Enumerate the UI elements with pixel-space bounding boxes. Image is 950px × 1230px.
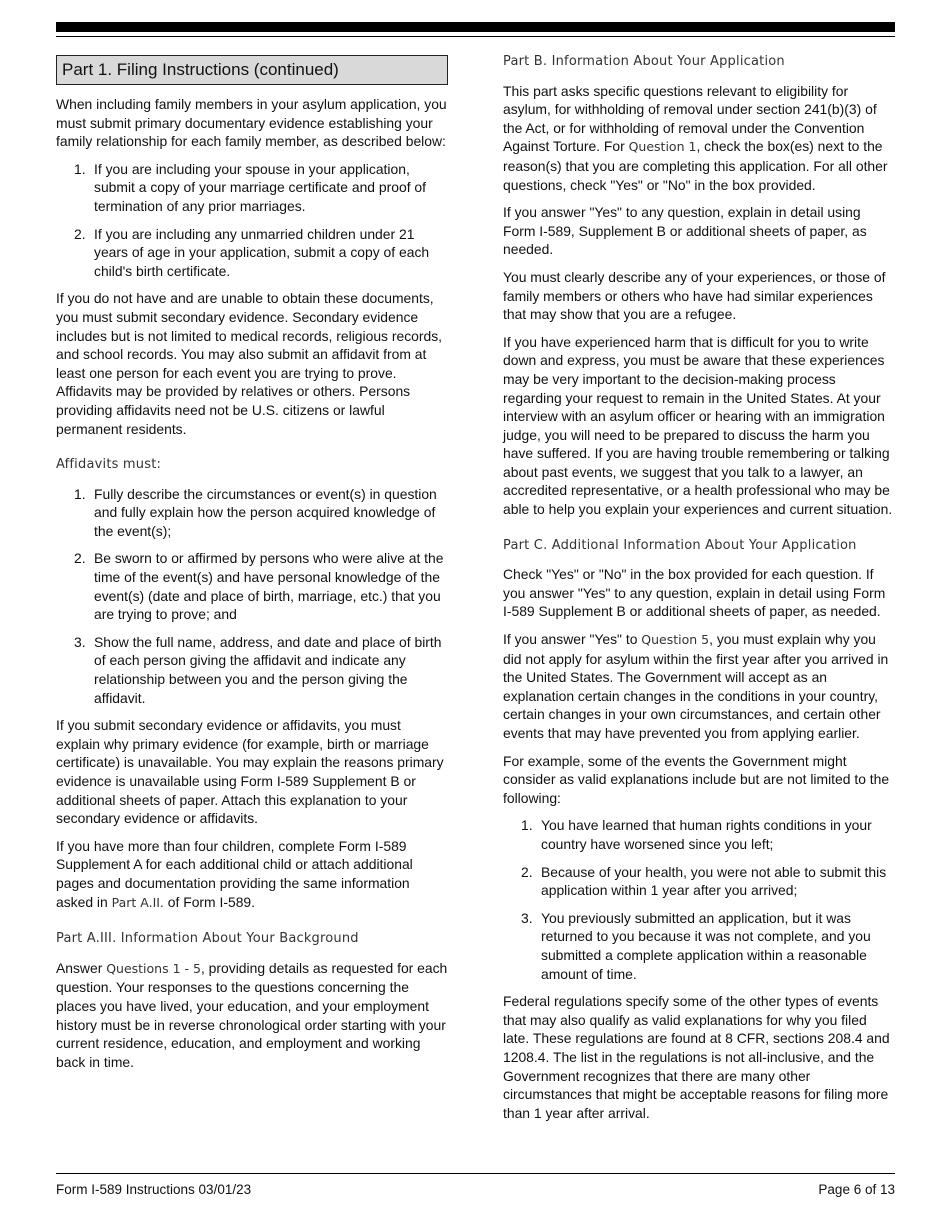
list-item: 1. If you are including your spouse in your application, submit a copy of your marriage certificate and proof of termination of any prior marriages. (74, 160, 426, 214)
part-c-paragraph-3: For example, some of the events the Government might consider as valid explanations include but are not limited to the following: (503, 752, 890, 806)
part-b-paragraph-2: If you answer "Yes" to any question, explain in detail using Form I-589, Supplement B or additional sheets of paper, as needed. (503, 204, 867, 258)
form-id-label: Form I-589 Instructions 03/01/23 (56, 1182, 252, 1197)
secondary-evidence-paragraph: If you do not have and are unable to obtain these documents, you must submit secondary evidence. Secondary evidence includes but is not limited to medical records, religious records, and school records. You may also submit an affidavit from at least one person for each event you are trying to prove. Affidavits may be provided by relatives or others. Persons providing affidavits need not be U.S. citizens or lawful permanent residents. (56, 290, 443, 437)
part-c-paragraph-1: Check "Yes" or "No" in the box provided for each question. If you answer "Yes" to any question, explain in detail using Form I-589 Supplement B or additional sheets of paper, as needed. (503, 566, 886, 620)
list-item: 3. Show the full name, address, and date and place of birth of each person giving the affidavit and indicate any relationship between you and the person giving the affidavit. (74, 633, 442, 706)
list-item: 1. Fully describe the circumstances or event(s) in question and fully explain how the person acquired knowledge of the event(s); (74, 485, 437, 539)
valid-explanations-list (503, 816, 896, 983)
part-c-paragraph-4: Federal regulations specify some of the other types of events that may also qualify as valid explanations for why you filed late. These regulations are found at 8 CFR, sections 208.4 and 1208.4. The list in the regulations is not all-inclusive, and the Government recognizes that there are many other circumstances that might be acceptable reasons for filing more than 1 year after arrival. (503, 993, 890, 1121)
top-rule-thin (56, 36, 895, 37)
list-item: 2. If you are including any unmarried children under 21 years of age in your application, submit a copy of each child's birth certificate. (74, 225, 430, 279)
page-number: Page 6 of 13 (818, 1182, 895, 1197)
family-evidence-intro: When including family members in your asylum application, you must submit primary documentary evidence establishing your family relationship for each family member, as described below: (56, 96, 447, 150)
part-b-heading: Part B. Information About Your Application (503, 54, 785, 69)
affidavit-requirements-list (56, 485, 448, 708)
explain-unavailable-paragraph: If you submit secondary evidence or affidavits, you must explain why primary evidence (for example, birth or marriage certificate) is unavailable. You may explain the reasons primary evidence is unavailable using Form I-589 Supplement B or additional sheets of paper. Attach this explanation to your secondary evidence or affidavits. (56, 717, 444, 827)
affidavits-heading: Affidavits must: (56, 457, 162, 473)
list-item: 1. You have learned that human rights conditions in your country have worsened since you left; (521, 817, 872, 852)
part-c-heading: Part C. Additional Information About Your Application (503, 537, 857, 553)
list-item: 2. Be sworn to or affirmed by persons who were alive at the time of the event(s) and have personal knowledge of the event(s) (date and place of birth, marriage, etc.) that you are trying to prove; and (74, 550, 444, 623)
left-column (56, 50, 448, 1080)
right-column (503, 50, 896, 1131)
background-paragraph: Answer Questions 1 - 5, providing details as requested for each question. Your responses to the questions concerning the places you have lived, your education, and your employment history must be in reverse chronological order starting with your current residence, education, and employment and working back in time. (56, 959, 448, 1070)
top-rule-thick (56, 22, 895, 32)
family-evidence-list (56, 160, 448, 281)
part-b-paragraph-4: If you have experienced harm that is difficult for you to write down and express, you must be aware that these experiences may be very important to the decision-making process regarding your request to remain in the United States. At your interview with an asylum officer or hearing with an immigration judge, you will need to be prepared to discuss the harm you have suffered. If you are having trouble remembering or talking about past events, we suggest that you talk to a lawyer, an accredited representative, or a health professional who may be able to help you explain your experiences and current situation. (503, 333, 893, 518)
list-item: 2. Because of your health, you were not able to submit this application within 1 year after you arrived; (521, 863, 887, 899)
part-b-paragraph-3: You must clearly describe any of your experiences, or those of family members or others who have had similar experiences that may show that you are a refugee. (503, 268, 886, 323)
list-item: 3. You previously submitted an application, but it was returned to you because it was not complete, and you submitted a complete application within a reasonable amount of time. (521, 909, 871, 982)
part-b-paragraph-1: This part asks specific questions relevant to eligibility for asylum, for withholding of removal under section 241(b)(3) of the Act, or for withholding of removal under the Convention Against Torture. For Question 1, check the box(es) next to the reason(s) that you are completing this application. For all other questions, check "Yes" or "No" in the box provided. (503, 82, 888, 193)
footer-rule (56, 1173, 895, 1174)
part-1-header: Part 1. Filing Instructions (continued) (56, 55, 448, 85)
background-heading: Part A.III. Information About Your Background (56, 931, 359, 947)
children-paragraph: If you have more than four children, complete Form I-589 Supplement A for each additional child or attach additional pages and documentation providing the same information asked in Part A.II. of Form I-589. (56, 837, 413, 910)
part-c-paragraph-2: If you answer "Yes" to Question 5, you must explain why you did not apply for asylum within the first year after you arrived in the United States. The Government will accept as an explanation certain changes in the conditions in your country, certain changes in your own circumstances, and certain other events that may have prevented you from applying earlier. (503, 631, 889, 741)
